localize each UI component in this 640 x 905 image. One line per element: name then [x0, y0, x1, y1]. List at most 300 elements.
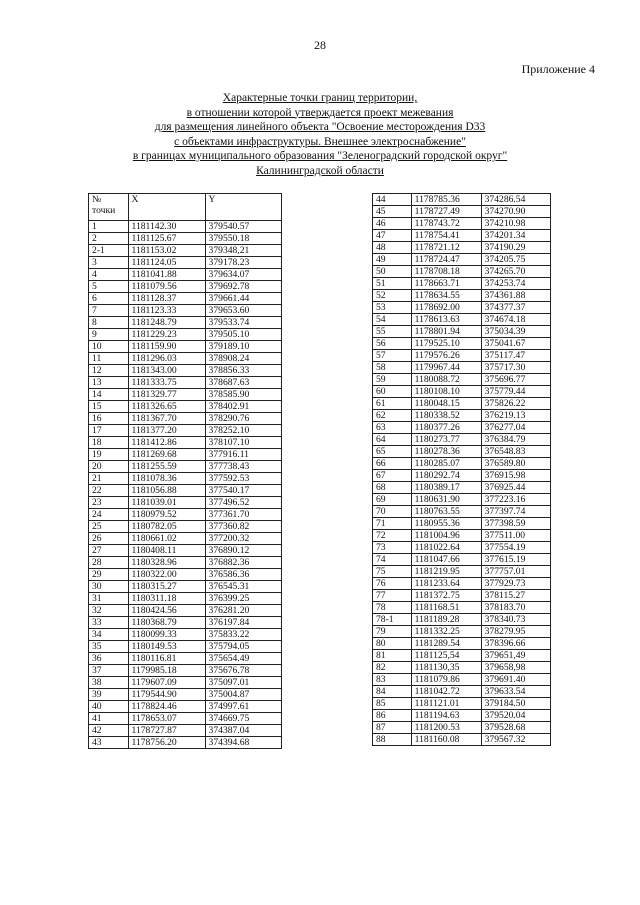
y-coordinate-cell: 379658,98 — [481, 662, 550, 674]
header-point-number — [89, 194, 129, 221]
point-number-cell: 35 — [89, 641, 129, 653]
table-row — [89, 485, 282, 497]
y-coordinate-cell: 378279.95 — [481, 626, 550, 638]
y-coordinate-cell: 377397.74 — [481, 506, 550, 518]
y-coordinate-cell: 379540.57 — [205, 221, 281, 233]
y-coordinate-cell: 377757.01 — [481, 566, 550, 578]
x-coordinate-cell: 1181159.90 — [128, 341, 205, 353]
y-coordinate-cell: 376586.36 — [205, 569, 281, 581]
table-row — [373, 518, 551, 530]
table-row — [89, 377, 282, 389]
table-row — [373, 578, 551, 590]
point-number-cell: 4 — [89, 269, 129, 281]
table-row — [89, 353, 282, 365]
y-coordinate-cell: 376277.04 — [481, 422, 550, 434]
y-coordinate-cell: 374210.98 — [481, 218, 550, 230]
header-num-line1: № — [92, 194, 102, 205]
y-coordinate-cell: 377592.53 — [205, 473, 281, 485]
table-row — [373, 194, 551, 206]
point-number-cell: 28 — [89, 557, 129, 569]
title-line: Характерные точки границ территории, — [222, 92, 418, 104]
header-x: X — [128, 194, 205, 221]
point-number-cell: 46 — [373, 218, 412, 230]
x-coordinate-cell: 1180763.55 — [411, 506, 481, 518]
y-coordinate-cell: 374190.29 — [481, 242, 550, 254]
x-coordinate-cell: 1180782.05 — [128, 521, 205, 533]
point-number-cell: 82 — [373, 662, 412, 674]
table-row — [89, 329, 282, 341]
y-coordinate-cell: 379348,21 — [205, 245, 281, 257]
x-coordinate-cell: 1181269.68 — [128, 449, 205, 461]
point-number-cell: 59 — [373, 374, 412, 386]
y-coordinate-cell: 378585.90 — [205, 389, 281, 401]
x-coordinate-cell: 1181219.95 — [411, 566, 481, 578]
point-number-cell: 32 — [89, 605, 129, 617]
table-row — [89, 617, 282, 629]
point-number-cell: 10 — [89, 341, 129, 353]
y-coordinate-cell: 379505.10 — [205, 329, 281, 341]
x-coordinate-cell: 1180424.56 — [128, 605, 205, 617]
y-coordinate-cell: 378402.91 — [205, 401, 281, 413]
point-number-cell: 8 — [89, 317, 129, 329]
y-coordinate-cell: 376281.20 — [205, 605, 281, 617]
point-number-cell: 64 — [373, 434, 412, 446]
point-number-cell: 81 — [373, 650, 412, 662]
table-row — [89, 341, 282, 353]
table-row — [89, 461, 282, 473]
x-coordinate-cell: 1181329.77 — [128, 389, 205, 401]
point-number-cell: 53 — [373, 302, 412, 314]
x-coordinate-cell: 1178613.63 — [411, 314, 481, 326]
x-coordinate-cell: 1181168.51 — [411, 602, 481, 614]
point-number-cell: 30 — [89, 581, 129, 593]
point-number-cell: 75 — [373, 566, 412, 578]
point-number-cell: 77 — [373, 590, 412, 602]
table-row — [373, 566, 551, 578]
table-row — [373, 674, 551, 686]
x-coordinate-cell: 1179985.18 — [128, 665, 205, 677]
table-row — [89, 593, 282, 605]
y-coordinate-cell: 374286.54 — [481, 194, 550, 206]
y-coordinate-cell: 377360.82 — [205, 521, 281, 533]
y-coordinate-cell: 379550.18 — [205, 233, 281, 245]
point-number-cell: 65 — [373, 446, 412, 458]
point-number-cell: 12 — [89, 365, 129, 377]
table-row — [89, 245, 282, 257]
point-number-cell: 18 — [89, 437, 129, 449]
point-number-cell: 13 — [89, 377, 129, 389]
table-header-row — [89, 194, 282, 221]
table-row — [373, 662, 551, 674]
point-number-cell: 36 — [89, 653, 129, 665]
table-row — [373, 482, 551, 494]
table-row — [373, 374, 551, 386]
y-coordinate-cell: 378115.27 — [481, 590, 550, 602]
x-coordinate-cell: 1178754.41 — [411, 230, 481, 242]
x-coordinate-cell: 1180116.81 — [128, 653, 205, 665]
point-number-cell: 78-1 — [373, 614, 412, 626]
point-number-cell: 76 — [373, 578, 412, 590]
table-row — [373, 602, 551, 614]
x-coordinate-cell: 1181130,35 — [411, 662, 481, 674]
point-number-cell: 23 — [89, 497, 129, 509]
y-coordinate-cell: 378908.24 — [205, 353, 281, 365]
x-coordinate-cell: 1179525.10 — [411, 338, 481, 350]
point-number-cell: 1 — [89, 221, 129, 233]
point-number-cell: 88 — [373, 734, 412, 746]
x-coordinate-cell: 1181078.36 — [128, 473, 205, 485]
x-coordinate-cell: 1178743.72 — [411, 218, 481, 230]
point-number-cell: 84 — [373, 686, 412, 698]
point-number-cell: 41 — [89, 713, 129, 725]
x-coordinate-cell: 1180292.74 — [411, 470, 481, 482]
y-coordinate-cell: 379692.78 — [205, 281, 281, 293]
appendix-label: Приложение 4 — [521, 62, 595, 76]
table-row — [89, 305, 282, 317]
table-row — [89, 449, 282, 461]
point-number-cell: 50 — [373, 266, 412, 278]
x-coordinate-cell: 1181372.75 — [411, 590, 481, 602]
table-row — [373, 350, 551, 362]
table-row — [373, 686, 551, 698]
table-row — [373, 386, 551, 398]
x-coordinate-cell: 1178727.87 — [128, 725, 205, 737]
x-coordinate-cell: 1178721.12 — [411, 242, 481, 254]
x-coordinate-cell: 1181004.96 — [411, 530, 481, 542]
point-number-cell: 38 — [89, 677, 129, 689]
table-row — [373, 494, 551, 506]
x-coordinate-cell: 1181332.25 — [411, 626, 481, 638]
table-row — [89, 641, 282, 653]
y-coordinate-cell: 374394.68 — [205, 737, 281, 749]
table-row — [89, 425, 282, 437]
x-coordinate-cell: 1180322.00 — [128, 569, 205, 581]
x-coordinate-cell: 1181022.64 — [411, 542, 481, 554]
table-row — [89, 521, 282, 533]
table-row — [89, 701, 282, 713]
y-coordinate-cell: 374997.61 — [205, 701, 281, 713]
y-coordinate-cell: 374253.74 — [481, 278, 550, 290]
x-coordinate-cell: 1180149.53 — [128, 641, 205, 653]
y-coordinate-cell: 374201.34 — [481, 230, 550, 242]
table-row — [373, 206, 551, 218]
x-coordinate-cell: 1181233.64 — [411, 578, 481, 590]
y-coordinate-cell: 374205.75 — [481, 254, 550, 266]
point-number-cell: 61 — [373, 398, 412, 410]
point-number-cell: 15 — [89, 401, 129, 413]
y-coordinate-cell: 376548.83 — [481, 446, 550, 458]
point-number-cell: 63 — [373, 422, 412, 434]
point-number-cell: 33 — [89, 617, 129, 629]
table-row — [373, 542, 551, 554]
x-coordinate-cell: 1180048.15 — [411, 398, 481, 410]
x-coordinate-cell: 1180368.79 — [128, 617, 205, 629]
point-number-cell: 56 — [373, 338, 412, 350]
coordinates-table-left — [88, 193, 282, 749]
y-coordinate-cell: 375676.78 — [205, 665, 281, 677]
table-row — [373, 698, 551, 710]
table-row — [89, 557, 282, 569]
table-row — [89, 665, 282, 677]
point-number-cell: 66 — [373, 458, 412, 470]
point-number-cell: 70 — [373, 506, 412, 518]
table-row — [373, 326, 551, 338]
x-coordinate-cell: 1178824.46 — [128, 701, 205, 713]
table-row — [373, 254, 551, 266]
x-coordinate-cell: 1181056.88 — [128, 485, 205, 497]
table-row — [373, 650, 551, 662]
y-coordinate-cell: 375779.44 — [481, 386, 550, 398]
y-coordinate-cell: 379634.07 — [205, 269, 281, 281]
table-row — [373, 614, 551, 626]
x-coordinate-cell: 1181153.02 — [128, 245, 205, 257]
point-number-cell: 51 — [373, 278, 412, 290]
point-number-cell: 80 — [373, 638, 412, 650]
x-coordinate-cell: 1181123.33 — [128, 305, 205, 317]
x-coordinate-cell: 1180311.18 — [128, 593, 205, 605]
x-coordinate-cell: 1178663.71 — [411, 278, 481, 290]
y-coordinate-cell: 379651,49 — [481, 650, 550, 662]
x-coordinate-cell: 1179576.26 — [411, 350, 481, 362]
x-coordinate-cell: 1181039.01 — [128, 497, 205, 509]
x-coordinate-cell: 1181125.67 — [128, 233, 205, 245]
x-coordinate-cell: 1181121.01 — [411, 698, 481, 710]
y-coordinate-cell: 376219.13 — [481, 410, 550, 422]
y-coordinate-cell: 376399.25 — [205, 593, 281, 605]
point-number-cell: 73 — [373, 542, 412, 554]
y-coordinate-cell: 378107.10 — [205, 437, 281, 449]
point-number-cell: 11 — [89, 353, 129, 365]
x-coordinate-cell: 1181296.03 — [128, 353, 205, 365]
table-row — [373, 506, 551, 518]
x-coordinate-cell: 1181142.30 — [128, 221, 205, 233]
title-line: для размещения линейного объекта "Освоение месторождения D33 — [154, 121, 486, 133]
point-number-cell: 78 — [373, 602, 412, 614]
y-coordinate-cell: 375034.39 — [481, 326, 550, 338]
y-coordinate-cell: 376589.80 — [481, 458, 550, 470]
y-coordinate-cell: 377916.11 — [205, 449, 281, 461]
point-number-cell: 58 — [373, 362, 412, 374]
y-coordinate-cell: 378856.33 — [205, 365, 281, 377]
x-coordinate-cell: 1180389.17 — [411, 482, 481, 494]
x-coordinate-cell: 1178634.55 — [411, 290, 481, 302]
y-coordinate-cell: 377615.19 — [481, 554, 550, 566]
x-coordinate-cell: 1180661.02 — [128, 533, 205, 545]
y-coordinate-cell: 374669.75 — [205, 713, 281, 725]
point-number-cell: 24 — [89, 509, 129, 521]
point-number-cell: 16 — [89, 413, 129, 425]
table-row — [373, 458, 551, 470]
table-row — [89, 281, 282, 293]
table-row — [373, 446, 551, 458]
table-row — [89, 533, 282, 545]
x-coordinate-cell: 1181229.23 — [128, 329, 205, 341]
y-coordinate-cell: 374265.70 — [481, 266, 550, 278]
y-coordinate-cell: 378252.10 — [205, 425, 281, 437]
y-coordinate-cell: 379178.23 — [205, 257, 281, 269]
point-number-cell: 22 — [89, 485, 129, 497]
x-coordinate-cell: 1181128.37 — [128, 293, 205, 305]
point-number-cell: 44 — [373, 194, 412, 206]
point-number-cell: 47 — [373, 230, 412, 242]
x-coordinate-cell: 1181047.66 — [411, 554, 481, 566]
x-coordinate-cell: 1181160.08 — [411, 734, 481, 746]
y-coordinate-cell: 376384.79 — [481, 434, 550, 446]
point-number-cell: 6 — [89, 293, 129, 305]
y-coordinate-cell: 379691.40 — [481, 674, 550, 686]
point-number-cell: 42 — [89, 725, 129, 737]
point-number-cell: 86 — [373, 710, 412, 722]
y-coordinate-cell: 378396.66 — [481, 638, 550, 650]
page-number: 28 — [314, 38, 326, 52]
point-number-cell: 5 — [89, 281, 129, 293]
x-coordinate-cell: 1181079.56 — [128, 281, 205, 293]
y-coordinate-cell: 375794.05 — [205, 641, 281, 653]
table-row — [373, 266, 551, 278]
point-number-cell: 57 — [373, 350, 412, 362]
table-row — [373, 314, 551, 326]
point-number-cell: 31 — [89, 593, 129, 605]
y-coordinate-cell: 379653.60 — [205, 305, 281, 317]
point-number-cell: 37 — [89, 665, 129, 677]
table-row — [373, 722, 551, 734]
y-coordinate-cell: 379520.04 — [481, 710, 550, 722]
table-row — [373, 710, 551, 722]
x-coordinate-cell: 1181200.53 — [411, 722, 481, 734]
table-row — [89, 713, 282, 725]
y-coordinate-cell: 379633.54 — [481, 686, 550, 698]
table-row — [89, 221, 282, 233]
x-coordinate-cell: 1178801.94 — [411, 326, 481, 338]
table-row — [89, 569, 282, 581]
x-coordinate-cell: 1180377.26 — [411, 422, 481, 434]
x-coordinate-cell: 1181125,54 — [411, 650, 481, 662]
x-coordinate-cell: 1180408.11 — [128, 545, 205, 557]
point-number-cell: 85 — [373, 698, 412, 710]
header-y: Y — [205, 194, 281, 221]
x-coordinate-cell: 1178756.20 — [128, 737, 205, 749]
x-coordinate-cell: 1181042.72 — [411, 686, 481, 698]
table-row — [373, 218, 551, 230]
y-coordinate-cell: 378290.76 — [205, 413, 281, 425]
table-row — [373, 410, 551, 422]
table-row — [89, 653, 282, 665]
x-coordinate-cell: 1180278.36 — [411, 446, 481, 458]
x-coordinate-cell: 1181343.00 — [128, 365, 205, 377]
table-row — [373, 398, 551, 410]
table-row — [373, 242, 551, 254]
point-number-cell: 49 — [373, 254, 412, 266]
table-row — [89, 413, 282, 425]
point-number-cell: 19 — [89, 449, 129, 461]
y-coordinate-cell: 377511.00 — [481, 530, 550, 542]
table-row — [373, 434, 551, 446]
table-row — [89, 389, 282, 401]
y-coordinate-cell: 377200.32 — [205, 533, 281, 545]
table-row — [373, 554, 551, 566]
table-row — [373, 734, 551, 746]
x-coordinate-cell: 1181333.75 — [128, 377, 205, 389]
point-number-cell: 68 — [373, 482, 412, 494]
point-number-cell: 2 — [89, 233, 129, 245]
y-coordinate-cell: 379528.68 — [481, 722, 550, 734]
x-coordinate-cell: 1181041.88 — [128, 269, 205, 281]
point-number-cell: 79 — [373, 626, 412, 638]
y-coordinate-cell: 377540.17 — [205, 485, 281, 497]
point-number-cell: 69 — [373, 494, 412, 506]
y-coordinate-cell: 379533.74 — [205, 317, 281, 329]
point-number-cell: 55 — [373, 326, 412, 338]
point-number-cell: 45 — [373, 206, 412, 218]
document-title — [60, 91, 580, 178]
x-coordinate-cell: 1179967.44 — [411, 362, 481, 374]
point-number-cell: 87 — [373, 722, 412, 734]
x-coordinate-cell: 1178727.49 — [411, 206, 481, 218]
y-coordinate-cell: 379184.50 — [481, 698, 550, 710]
x-coordinate-cell: 1181412.86 — [128, 437, 205, 449]
table-row — [373, 338, 551, 350]
table-row — [89, 725, 282, 737]
y-coordinate-cell: 376890.12 — [205, 545, 281, 557]
table-row — [89, 581, 282, 593]
x-coordinate-cell: 1180285.07 — [411, 458, 481, 470]
y-coordinate-cell: 374674.18 — [481, 314, 550, 326]
point-number-cell: 25 — [89, 521, 129, 533]
x-coordinate-cell: 1178724.47 — [411, 254, 481, 266]
point-number-cell: 21 — [89, 473, 129, 485]
coordinates-table-right — [372, 193, 551, 746]
y-coordinate-cell: 374270.90 — [481, 206, 550, 218]
x-coordinate-cell: 1180955.36 — [411, 518, 481, 530]
y-coordinate-cell: 376545.31 — [205, 581, 281, 593]
table-row — [89, 269, 282, 281]
table-row — [89, 233, 282, 245]
x-coordinate-cell: 1181367.70 — [128, 413, 205, 425]
y-coordinate-cell: 375097.01 — [205, 677, 281, 689]
table-row — [373, 290, 551, 302]
point-number-cell: 83 — [373, 674, 412, 686]
y-coordinate-cell: 379189.10 — [205, 341, 281, 353]
x-coordinate-cell: 1180099.33 — [128, 629, 205, 641]
x-coordinate-cell: 1181377.20 — [128, 425, 205, 437]
title-line: в границах муниципального образования "Зеленоградский городской округ" — [132, 150, 508, 162]
point-number-cell: 20 — [89, 461, 129, 473]
table-row — [89, 509, 282, 521]
point-number-cell: 27 — [89, 545, 129, 557]
table-row — [89, 545, 282, 557]
x-coordinate-cell: 1181248.79 — [128, 317, 205, 329]
point-number-cell: 43 — [89, 737, 129, 749]
y-coordinate-cell: 377398.59 — [481, 518, 550, 530]
y-coordinate-cell: 375117.47 — [481, 350, 550, 362]
point-number-cell: 14 — [89, 389, 129, 401]
x-coordinate-cell: 1181289.54 — [411, 638, 481, 650]
point-number-cell: 60 — [373, 386, 412, 398]
point-number-cell: 7 — [89, 305, 129, 317]
x-coordinate-cell: 1180328.96 — [128, 557, 205, 569]
y-coordinate-cell: 378183.70 — [481, 602, 550, 614]
table-row — [373, 638, 551, 650]
point-number-cell: 39 — [89, 689, 129, 701]
header-num-line2: точки — [92, 205, 116, 216]
table-row — [89, 689, 282, 701]
table-row — [373, 278, 551, 290]
table-row — [89, 629, 282, 641]
y-coordinate-cell: 375833.22 — [205, 629, 281, 641]
title-line: Калининградской области — [256, 164, 384, 177]
point-number-cell: 48 — [373, 242, 412, 254]
x-coordinate-cell: 1178653.07 — [128, 713, 205, 725]
